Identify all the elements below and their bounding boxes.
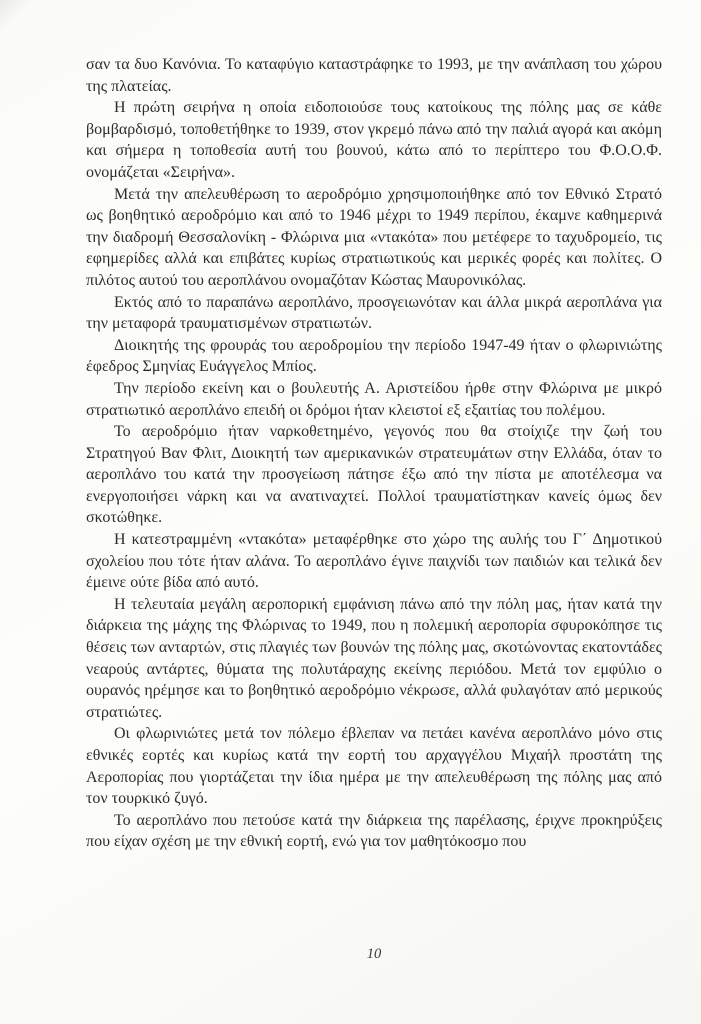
paragraph: Οι φλωρινιώτες μετά τον πόλεμο έβλεπαν να πετάει κανένα αεροπλάνο μόνο στις εθνικές εορτές και κυρίως κατά την εορτή του αρχαγγέλου Μιχαήλ προστάτη της Αεροπορίας που γιορτάζεται την ίδια ημέρα με την απελευθέρωση της πόλης μας από τον τουρκικό ζυγό. bbox=[86, 725, 662, 808]
paragraph: Διοικητής της φρουράς του αεροδρομίου την περίοδο 1947-49 ήταν ο φλωρινιώτης έφεδρος Σμηνίας Ευάγγελος Μπίος. bbox=[86, 336, 662, 376]
paragraph: σαν τα δυο Κανόνια. Το καταφύγιο καταστράφηκε το 1993, με την ανάπλαση του χώρου της πλατείας. bbox=[86, 56, 662, 95]
scan-corner-artifact bbox=[0, 0, 34, 34]
paragraph: Την περίοδο εκείνη και ο βουλευτής Α. Αριστείδου ήρθε στην Φλώρινα με μικρό στρατιωτικό αεροπλάνο επειδή οι δρόμοι ήταν κλειστοί εξ εξαιτίας του πολέμου. bbox=[86, 379, 662, 419]
body-text bbox=[86, 54, 662, 853]
page-number: 10 bbox=[366, 946, 382, 962]
paragraph: Η πρώτη σειρήνα η οποία ειδοποιούσε τους κατοίκους της πόλης μας σε κάθε βομβαρδισμό, τοποθετήθηκε το 1939, στον γκρεμό πάνω από την παλιά αγορά και ακόμη και σήμερα η τοποθεσία αυτή του βουνού, κάτω από το περίπτερο του Φ.Ο.Ο.Φ. ονομάζεται «Σειρήνα». bbox=[86, 99, 662, 181]
paragraph: Το αεροπλάνο που πετούσε κατά την διάρκεια της παρέλασης, έριχνε προκηρύξεις που είχαν σχέση με την εθνική εορτή, ενώ για τον μαθητόκοσμο που bbox=[86, 811, 662, 851]
paragraph: Η κατεστραμμένη «ντακότα» μεταφέρθηκε στο χώρο της αυλής του Γ΄ Δημοτικού σχολείου που τότε ήταν αλάνα. Το αεροπλάνο έγινε παιχνίδι των παιδιών και τελικά δεν έμεινε ούτε βίδα από αυτό. bbox=[86, 531, 662, 592]
paragraph: Μετά την απελευθέρωση το αεροδρόμιο χρησιμοποιήθηκε από τον Εθνικό Στρατό ως βοηθητικό αεροδρόμιο και από το 1946 μέχρι το 1949 περίπου, έκαμνε καθημερινά την διαδρομή Θεσσαλονίκη - Φλώρινα μια «ντακότα» που μετέφερε το ταχυδρομείο, τις εφημερίδες αλλά και επιβάτες κυρίως στρατιωτικούς και μερικές φορές και πολίτες. Ο πιλότος αυτού του αεροπλάνου ονομαζόταν Κώστας Μαυρονικόλας. bbox=[86, 185, 662, 289]
paragraph: Το αεροδρόμιο ήταν ναρκοθετημένο, γεγονός που θα στοίχιζε την ζωή του Στρατηγού Βαν Φλιτ, Διοικητή των αμερικανικών στρατευμάτων στην Ελλάδα, όταν το αεροπλάνο του κατά την προσγείωση πάτησε έξω από την πίστα με αποτέλεσμα να ενεργοποιήσει νάρκη και να ανατιναχτεί. Πολλοί τραυματίστηκαν κανείς όμως δεν σκοτώθηκε. bbox=[86, 423, 662, 527]
paragraph: Η τελευταία μεγάλη αεροπορική εμφάνιση πάνω από την πόλη μας, ήταν κατά την διάρκεια της μάχης της Φλώρινας το 1949, που η πολεμική αεροπορία σφυροκόπησε τις θέσεις των ανταρτών, στις πλαγιές των βουνών της πόλης μας, σκοτώνοντας εκατοντάδες νεαρούς αντάρτες, θύματα της πολυτάραχης εκείνης περιόδου. Μετά τον εμφύλιο ο ουρανός ηρέμησε και το βοηθητικό αεροδρόμιο νέκρωσε, αλλά φυλαγόταν από μερικούς στρατιώτες. bbox=[86, 595, 662, 721]
paragraph: Εκτός από το παραπάνω αεροπλάνο, προσγειωνόταν και άλλα μικρά αεροπλάνα για την μεταφορά τραυματισμένων στρατιωτών. bbox=[86, 293, 662, 333]
